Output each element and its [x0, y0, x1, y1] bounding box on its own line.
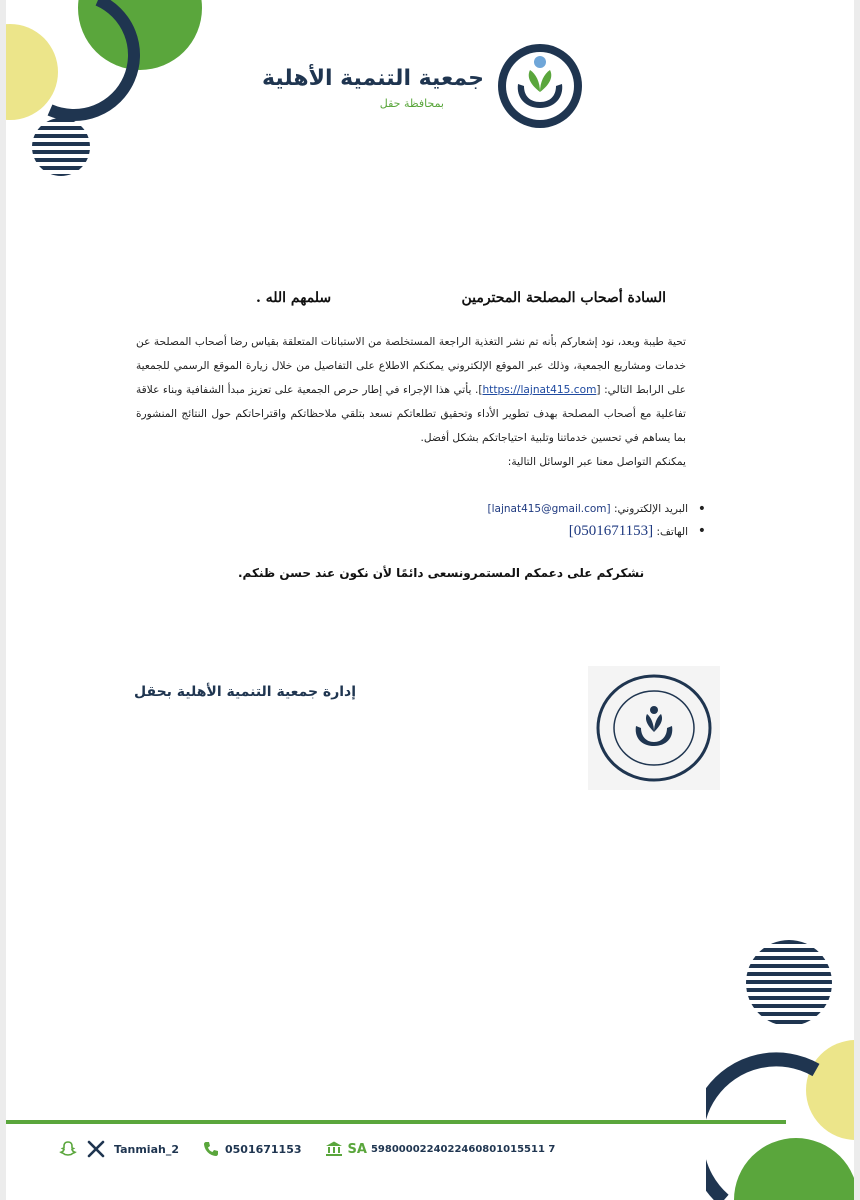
email-label: البريد الإلكتروني: [610, 503, 688, 515]
phone-icon [201, 1139, 221, 1159]
contact-phone [446, 520, 706, 542]
bottom-right-striped-circle [746, 940, 832, 1026]
x-icon[interactable] [86, 1139, 106, 1159]
top-left-decoration [6, 0, 210, 140]
phone-label: الهاتف: [653, 526, 688, 538]
social-handle: Tanmiah_2 [114, 1142, 179, 1156]
recipient-line: السادة أصحاب المصلحة المحترمين [461, 290, 666, 306]
letter-body [136, 330, 686, 474]
bank-icon [324, 1139, 344, 1159]
contact-list [446, 498, 706, 542]
snapchat-icon[interactable] [58, 1139, 78, 1159]
footer-iban-group [324, 1139, 556, 1159]
footer-phone-group [201, 1139, 316, 1159]
top-left-striped-circle [32, 118, 90, 176]
official-stamp [588, 666, 720, 790]
website-link[interactable]: https://lajnat415.com [482, 384, 597, 396]
phone-value[interactable]: [0501671153] [568, 523, 654, 539]
contact-email [446, 498, 706, 520]
greeting-line: سلمهم الله . [256, 290, 332, 306]
footer-divider [6, 1120, 786, 1124]
footer [58, 1137, 555, 1161]
thanks-line: نشكركم على دعمكم المستمرونسعى دائمًا لأن نكون عند حسن ظنكم. [238, 566, 645, 580]
bottom-right-decoration [706, 1030, 854, 1200]
iban-prefix: SA [347, 1141, 367, 1157]
letter-page [6, 0, 854, 1200]
body-paragraph-1b: ]. يأتي هذا الإجراء في إطار حرص الجمعية على تعزيز مبدأ الشفافية وبناء علاقة تفاعلية مع أصحاب المصلحة بهدف تطوير الأداء وتحقيق تطلعاتكم نسعد بتلقي ملاحظاتكم واقتراحاتكم حول النتائج المنشورة بما يساهم في تحسين خدماتنا وتلبية احتياجاتكم بشكل أفضل. [136, 384, 686, 444]
signature: إدارة جمعية التنمية الأهلية بحقل [134, 684, 357, 700]
org-subtitle: بمحافظة حقل [379, 97, 444, 110]
email-value[interactable]: [lajnat415@gmail.com] [487, 503, 611, 515]
iban-number: 5980000224022460801015511 7 [370, 1143, 556, 1155]
logo-hands-plant-icon [496, 42, 584, 130]
footer-phone: 0501671153 [224, 1142, 302, 1156]
body-paragraph-2: يمكنكم التواصل معنا عبر الوسائل التالية: [507, 456, 686, 468]
body-paragraph-1: تحية طيبة وبعد، نود إشعاركم بأنه تم نشر التغذية الراجعة المستخلصة من الاستبانات المتعلقة بقياس رضا أصحاب المصلحة عن خدمات ومشاريع الجمعية، وذلك عبر الموقع الإلكتروني يمكنكم الاطلاع على التفاصيل من خلال زيارة الموقع الرسمي للجمعية على الرابط التالي: [ [136, 336, 686, 396]
org-name: جمعية التنمية الأهلية [262, 66, 484, 91]
